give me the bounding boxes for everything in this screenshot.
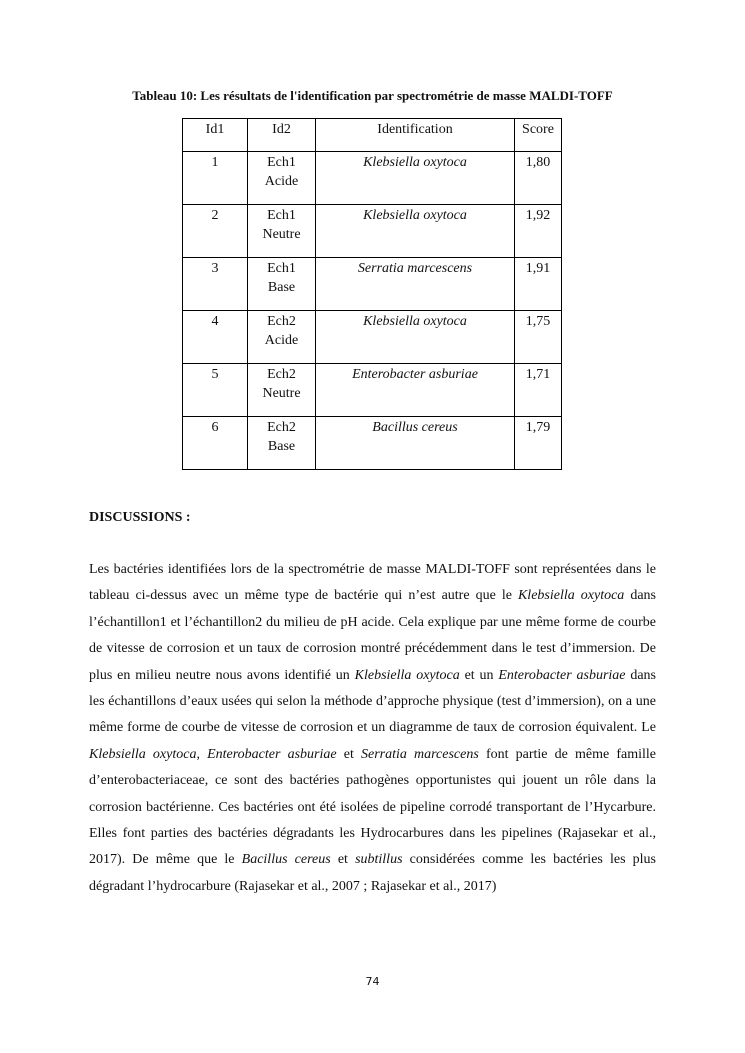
sample-name: Ech2 — [267, 420, 296, 435]
page-number: 74 — [365, 975, 380, 988]
sample-name: Ech1 — [267, 261, 296, 276]
table-row — [183, 205, 562, 258]
text-run: et un — [459, 667, 499, 683]
sample-medium: Neutre — [262, 227, 301, 242]
table-row — [183, 258, 562, 311]
cell-id1: 2 — [183, 205, 248, 258]
header-id1: Id1 — [183, 119, 248, 152]
text-run: , — [196, 746, 208, 762]
cell-identification: Serratia marcescens — [316, 258, 515, 311]
text-run: et — [336, 746, 361, 762]
cell-score: 1,91 — [515, 258, 562, 311]
cell-id1: 3 — [183, 258, 248, 311]
text-run: font partie de même famille d’enterobacteriaceae, ce sont des bactéries pathogènes opportunistes qui jouent un rôle dans la corrosion bactérienne. Ces bactéries ont été isolées de pipeline corrodé transportant de l’Hycarbure. Elles font parties des bactéries dégradants les Hydrocarbures dans les pipelines (Rajasekar et al., 2017). De même que le — [89, 746, 656, 868]
cell-identification: Klebsiella oxytoca — [316, 152, 515, 205]
cell-score: 1,75 — [515, 311, 562, 364]
sample-name: Ech2 — [267, 367, 296, 382]
sample-medium: Base — [267, 280, 296, 295]
cell-id1: 4 — [183, 311, 248, 364]
cell-identification: Bacillus cereus — [316, 417, 515, 470]
table-header-row — [183, 119, 562, 152]
cell-id2 — [248, 417, 316, 470]
cell-id2 — [248, 311, 316, 364]
sample-medium: Base — [267, 439, 296, 454]
sample-name: Ech2 — [267, 314, 296, 329]
sample-name: Ech1 — [267, 208, 296, 223]
cell-score: 1,92 — [515, 205, 562, 258]
cell-id1: 1 — [183, 152, 248, 205]
cell-identification: Enterobacter asburiae — [316, 364, 515, 417]
sample-medium: Neutre — [262, 386, 301, 401]
species-name: subtillus — [355, 852, 403, 868]
text-run: Les bactéries identifiées lors de la spectrométrie de masse MALDI-TOFF sont représentées dans le tableau ci-dessus avec un même type de bactérie qui n’est autre que le — [89, 562, 656, 604]
table-caption: Tableau 10: Les résultats de l'identification par spectrométrie de masse MALDI-TOFF — [132, 88, 613, 103]
species-name: Klebsiella oxytoca — [354, 667, 460, 683]
table-row — [183, 364, 562, 417]
cell-id2 — [248, 364, 316, 417]
text-run: dans les échantillons d’eaux usées qui selon la méthode d’approche physique (test d’immersion), on a une même forme de courbe de vitesse de corrosion et un diagramme de taux de corrosion équivalent. Le — [89, 667, 656, 736]
cell-score: 1,71 — [515, 364, 562, 417]
maldi-toff-results-table — [182, 118, 562, 470]
table-row — [183, 311, 562, 364]
cell-id2 — [248, 205, 316, 258]
species-name: Bacillus cereus — [241, 852, 331, 868]
header-id2: Id2 — [248, 119, 316, 152]
sample-medium: Acide — [264, 174, 299, 189]
table-row — [183, 152, 562, 205]
cell-score: 1,80 — [515, 152, 562, 205]
text-run: considérées comme les bactéries les plus dégradant l’hydrocarbure (Rajasekar et al., 2007 ; Rajasekar et al., 2017) — [89, 852, 656, 894]
discussions-heading: DISCUSSIONS : — [89, 510, 191, 525]
cell-score: 1,79 — [515, 417, 562, 470]
cell-id2 — [248, 152, 316, 205]
cell-identification: Klebsiella oxytoca — [316, 205, 515, 258]
species-name: Enterobacter asburiae — [207, 746, 337, 762]
species-name: Serratia marcescens — [360, 746, 479, 762]
sample-medium: Acide — [264, 333, 299, 348]
species-name: Klebsiella oxytoca — [89, 746, 197, 762]
cell-id2 — [248, 258, 316, 311]
table-row — [183, 417, 562, 470]
cell-id1: 6 — [183, 417, 248, 470]
species-name: Klebsiella oxytoca — [517, 588, 625, 604]
text-run: et — [330, 852, 356, 868]
discussion-paragraph — [89, 557, 656, 900]
cell-id1: 5 — [183, 364, 248, 417]
species-name: Enterobacter asburiae — [498, 667, 626, 683]
sample-name: Ech1 — [267, 155, 296, 170]
cell-identification: Klebsiella oxytoca — [316, 311, 515, 364]
header-score: Score — [515, 119, 562, 152]
header-identification: Identification — [316, 119, 515, 152]
text-run: dans l’échantillon1 et l’échantillon2 du milieu de pH acide. Cela explique par une même forme de courbe de vitesse de corrosion et un taux de corrosion montré précédemment dans le test d’immersion. De plus en milieu neutre nous avons identifié un — [89, 588, 657, 683]
